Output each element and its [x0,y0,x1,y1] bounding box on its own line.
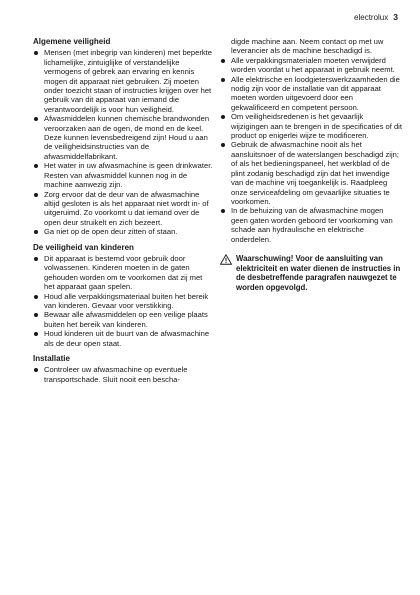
warning-note [220,254,402,292]
list-item: Bewaar alle afwasmiddelen op een veilige plaats buiten het bereik van kinderen. [33,310,213,329]
list-item: Alle verpakkingsmaterialen moeten verwijderd worden voordat u het apparaat in gebruik neemt. [220,56,402,75]
section-heading-general-safety: Algemene veiligheid [33,37,111,46]
list-item: Alle elektrische en loodgieterswerkzaamheden die nodig zijn voor de installatie van dit apparaat moeten worden uitgevoerd door een gekwalificeerd en competent persoon. [220,75,402,113]
right-column [220,37,402,292]
page-number: 3 [393,12,398,22]
list-item: Dit apparaat is bestemd voor gebruik door volwassenen. Kinderen moeten in de gaten gehouden worden om te voorkomen dat zij met het apparaat gaan spelen. [33,254,213,292]
list-item: Houd alle verpakkingsmateriaal buiten het bereik van kinderen. Gevaar voor verstikking. [33,292,213,311]
list-item: Gebruik de afwasmachine nooit als het aansluitsnoer of de waterslangen beschadigd zijn; of als het bedieningspaneel, het werkblad of de plint zodanig beschadigd zijn dat het inwendige van de machine vrij toegankelijk is. Raadpleeg onze serviceafdeling om gevaarlijke situaties te voorkomen. [220,140,402,206]
list-item: In de behuizing van de afwasmachine mogen geen gaten worden geboord ter voorkoming van schade aan hydraulische en elektrische onderdelen. [220,206,402,244]
list-item: Zorg ervoor dat de deur van de afwasmachine altijd gesloten is als het apparaat niet wordt in- of uitgeruimd. Zo voorkomt u dat iemand over de open deur struikelt en zich bezeert. [33,190,213,228]
brand-name: electrolux [354,13,389,22]
list-item: Houd kinderen uit de buurt van de afwasmachine als de deur open staat. [33,329,213,348]
general-safety-list [33,48,213,236]
left-column [33,37,213,384]
section-heading-child-safety: De veiligheid van kinderen [33,242,134,252]
list-item: Om veiligheidsredenen is het gevaarlijk wijzigingen aan te brengen in de specificaties of dit product op enigerlei wijze te modificeren. [220,112,402,140]
list-item: Afwasmiddelen kunnen chemische brandwonden veroorzaken aan de ogen, de mond en de keel. Deze kunnen levensbedreigend zijn! Houd u aan de veiligheidsinstructies van de afwasmiddelfabrikant. [33,114,213,161]
list-item-continuation: digde machine aan. Neem contact op met uw leverancier als de machine beschadigd is. [231,37,384,56]
installation-list [33,365,213,384]
warning-triangle-icon [220,254,232,265]
list-item: Het water in uw afwasmachine is geen drinkwater. Resten van afwasmiddel kunnen nog in de machine aanwezig zijn. [33,161,213,189]
page-header [354,12,398,22]
installation-list-continued [220,37,402,244]
list-item: Mensen (met inbegrip van kinderen) met beperkte lichamelijke, zintuiglijke of verstandelijke vermogens of gebrek aan ervaring en kennis mogen dit apparaat niet gebruiken. Zij moeten onder toezicht staan of instructies krijgen over het gebruik van dit apparaat van iemand die verantwoordelijk is voor hun veiligheid. [33,48,213,114]
child-safety-list [33,254,213,348]
list-item: Ga niet op de open deur zitten of staan. [33,227,213,236]
section-heading-installation: Installatie [33,354,70,363]
list-item: Controleer uw afwasmachine op eventuele transportschade. Sluit nooit een bescha- [33,365,213,384]
warning-text: Waarschuwing! Voor de aansluiting van elektriciteit en water dienen de instructies in de desbetreffende paragrafen nauwgezet te worden opgevolgd. [236,253,401,292]
